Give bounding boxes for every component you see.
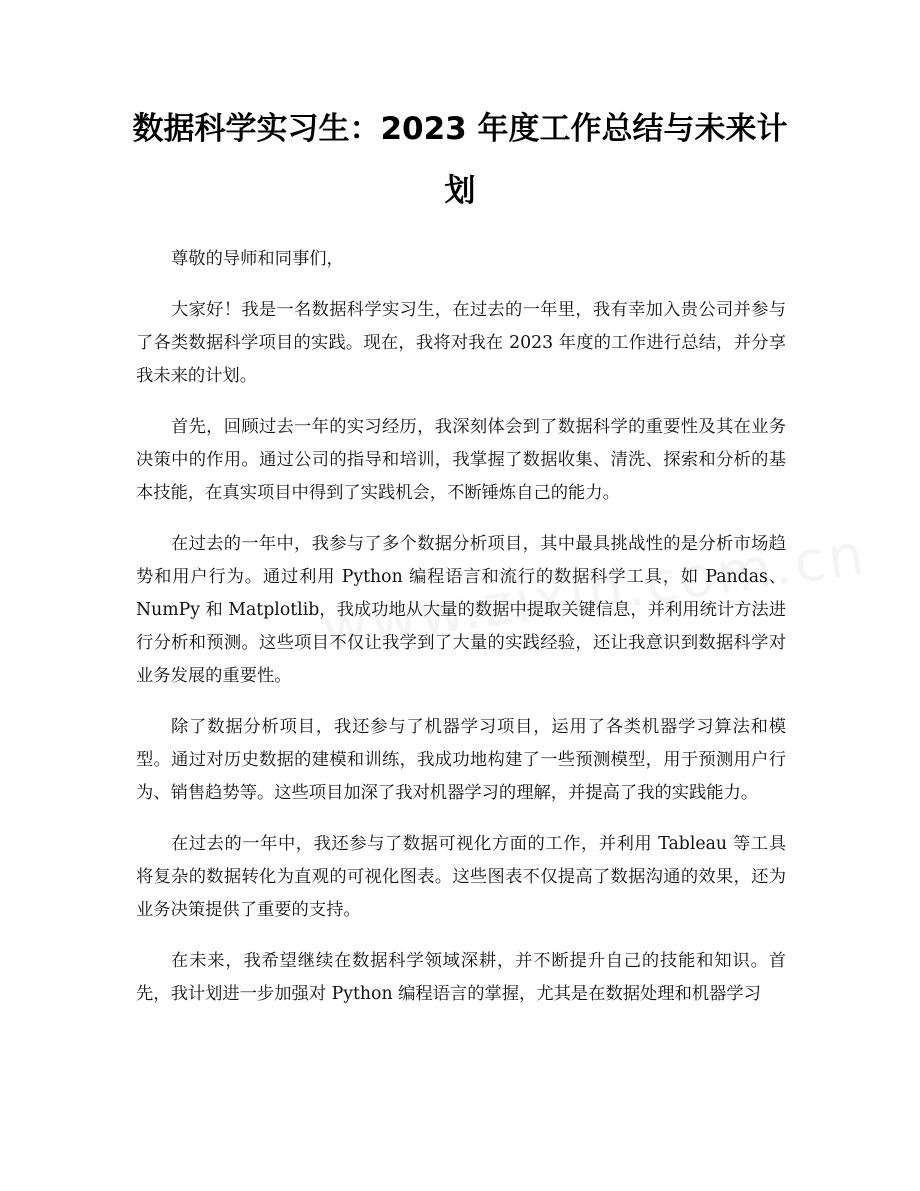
machine-learning-paragraph: 除了数据分析项目，我还参与了机器学习项目，运用了各类机器学习算法和模型。通过对历史数据的建模和训练，我成功地构建了一些预测模型，用于预测用户行为、销售趋势等。这些项目加深了我对机器学习的理解，并提高了我的实践能力。 bbox=[136, 717, 786, 803]
future-plan-paragraph: 在未来，我希望继续在数据科学领域深耕，并不断提升自己的技能和知识。首先，我计划进一步加强对 Python 编程语言的掌握，尤其是在数据处理和机器学习 bbox=[136, 951, 786, 1004]
document-body bbox=[136, 243, 786, 1029]
salutation-paragraph: 尊敬的导师和同事们， bbox=[171, 249, 344, 269]
data-analysis-paragraph: 在过去的一年中，我参与了多个数据分析项目，其中最具挑战性的是分析市场趋势和用户行为。通过利用 Python 编程语言和流行的数据科学工具，如 Pandas、NumPy 和 Matplotlib，我成功地从大量的数据中提取关键信息，并利用统计方法进行分析和预测。这些项目不仅让我学到了大量的实践经验，还让我意识到数据科学对业务发展的重要性。 bbox=[136, 534, 786, 686]
intro-paragraph: 大家好！我是一名数据科学实习生，在过去的一年里，我有幸加入贵公司并参与了各类数据科学项目的实践。现在，我将对我在 2023 年度的工作进行总结，并分享我未来的计划。 bbox=[136, 300, 786, 386]
document-title: 数据科学实习生：2023 年度工作总结与未来计划 bbox=[132, 111, 788, 209]
visualization-paragraph: 在过去的一年中，我还参与了数据可视化方面的工作，并利用 Tableau 等工具将复杂的数据转化为直观的可视化图表。这些图表不仅提高了数据沟通的效果，还为业务决策提供了重要的支持。 bbox=[136, 834, 786, 920]
review-paragraph: 首先，回顾过去一年的实习经历，我深刻体会到了数据科学的重要性及其在业务决策中的作用。通过公司的指导和培训，我掌握了数据收集、清洗、探索和分析的基本技能，在真实项目中得到了实践机会，不断锤炼自己的能力。 bbox=[136, 417, 786, 503]
